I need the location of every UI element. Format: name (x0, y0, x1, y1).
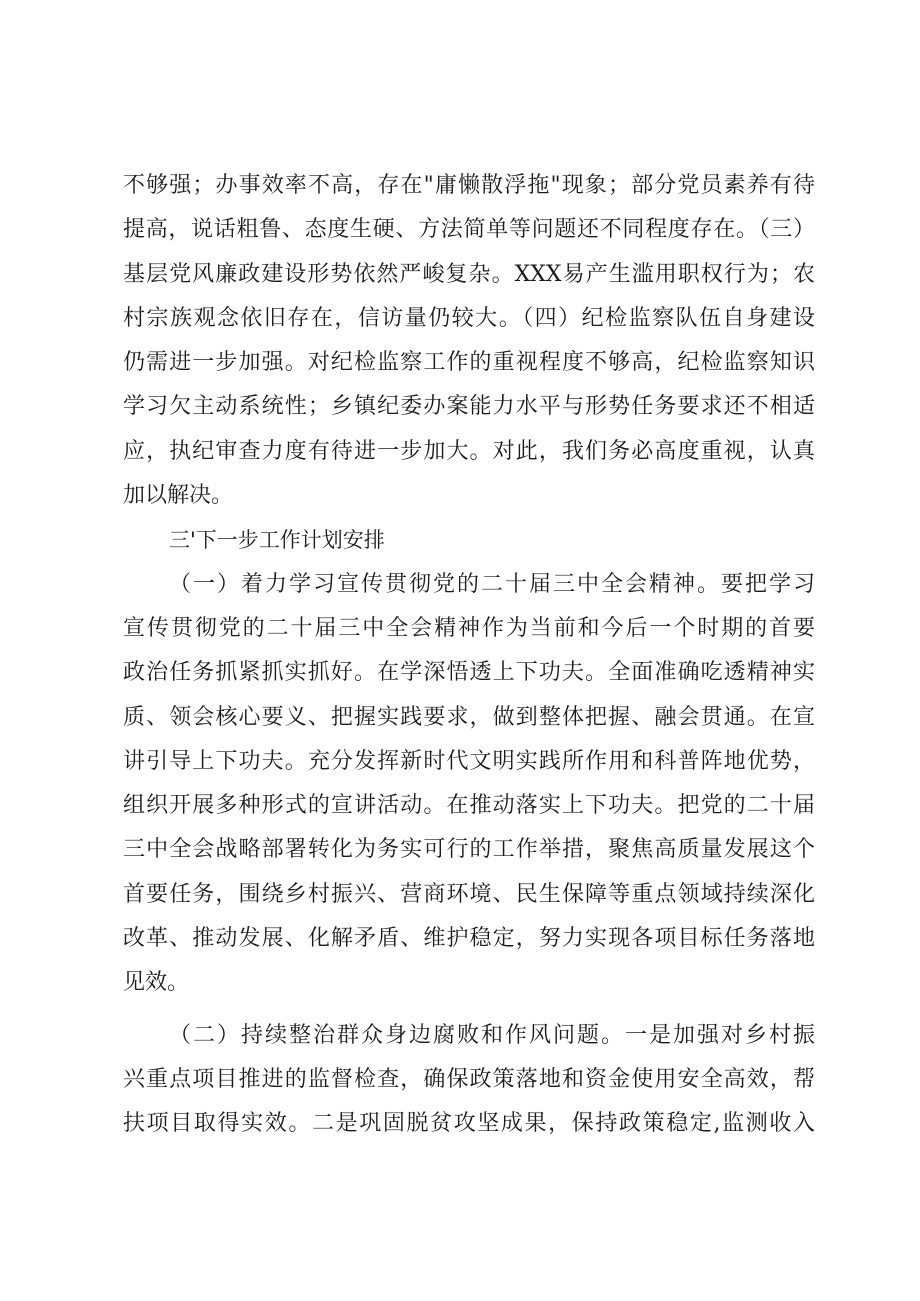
text-line: 基层党风廉政建设形势依然严峻复杂。XXX易产生滥用职权行为；农 (123, 261, 815, 287)
document-body (123, 164, 815, 1147)
text-line: 村宗族观念依旧存在，信访量仍较大。（四）纪检监察队伍自身建设 (123, 305, 815, 331)
text-line: 学习欠主动系统性；乡镇纪委办案能力水平与形势任务要求还不相适 (123, 394, 815, 420)
text-line: 首要任务，围绕乡村振兴、营商环境、民生保障等重点领域持续深化 (123, 881, 815, 907)
paragraph-problems-continued (123, 164, 815, 518)
text-line: 扶项目取得实效。二是巩固脱贫攻坚成果，保持政策稳定,监测收入 (123, 1111, 815, 1137)
text-line: 改革、推动发展、化解矛盾、维护稳定，努力实现各项目标任务落地 (123, 926, 815, 952)
text-line: 政治任务抓紧抓实抓好。在学深悟透上下功夫。全面准确吃透精神实 (123, 660, 815, 686)
text-line: 质、领会核心要义、把握实践要求，做到整体把握、融会贯通。在宣 (123, 704, 815, 730)
paragraph-rectify-corruption (123, 1014, 815, 1147)
text-line: 应，执纪审查力度有待进一步加大。对此，我们务必高度重视，认真 (123, 438, 815, 464)
text-line: 三中全会战略部署转化为务实可行的工作举措，聚焦高质量发展这个 (123, 837, 815, 863)
text-line: 兴重点项目推进的监督检查，确保政策落地和资金使用安全高效，帮 (123, 1066, 815, 1092)
text-line: 宣传贯彻党的二十届三中全会精神作为当前和今后一个时期的首要 (123, 615, 815, 641)
text-line: （一）着力学习宣传贯彻党的二十届三中全会精神。要把学习 (169, 571, 815, 597)
text-line: 加以解决。 (123, 483, 234, 509)
text-line: 组织开展多种形式的宣讲活动。在推动落实上下功夫。把党的二十届 (123, 793, 815, 819)
text-line: （二）持续整治群众身边腐败和作风问题。一是加强对乡村振 (169, 1022, 815, 1048)
text-line: 讲引导上下功夫。充分发挥新时代文明实践所作用和科普阵地优势， (123, 748, 815, 774)
text-line: 提高，说话粗鲁、态度生硬、方法简单等问题还不同程度存在。（三） (123, 217, 815, 243)
text-line: 仍需进一步加强。对纪检监察工作的重视程度不够高，纪检监察知识 (123, 350, 815, 376)
paragraph-spacer (123, 1006, 815, 1014)
text-line: 见效。 (123, 970, 190, 996)
section-heading: 三'下一步工作计划安排 (169, 528, 385, 553)
text-line: 不够强；办事效率不高，存在"庸懒散浮拖"现象；部分党员素养有待 (123, 173, 815, 198)
paragraph-study-spirit (123, 563, 815, 1006)
